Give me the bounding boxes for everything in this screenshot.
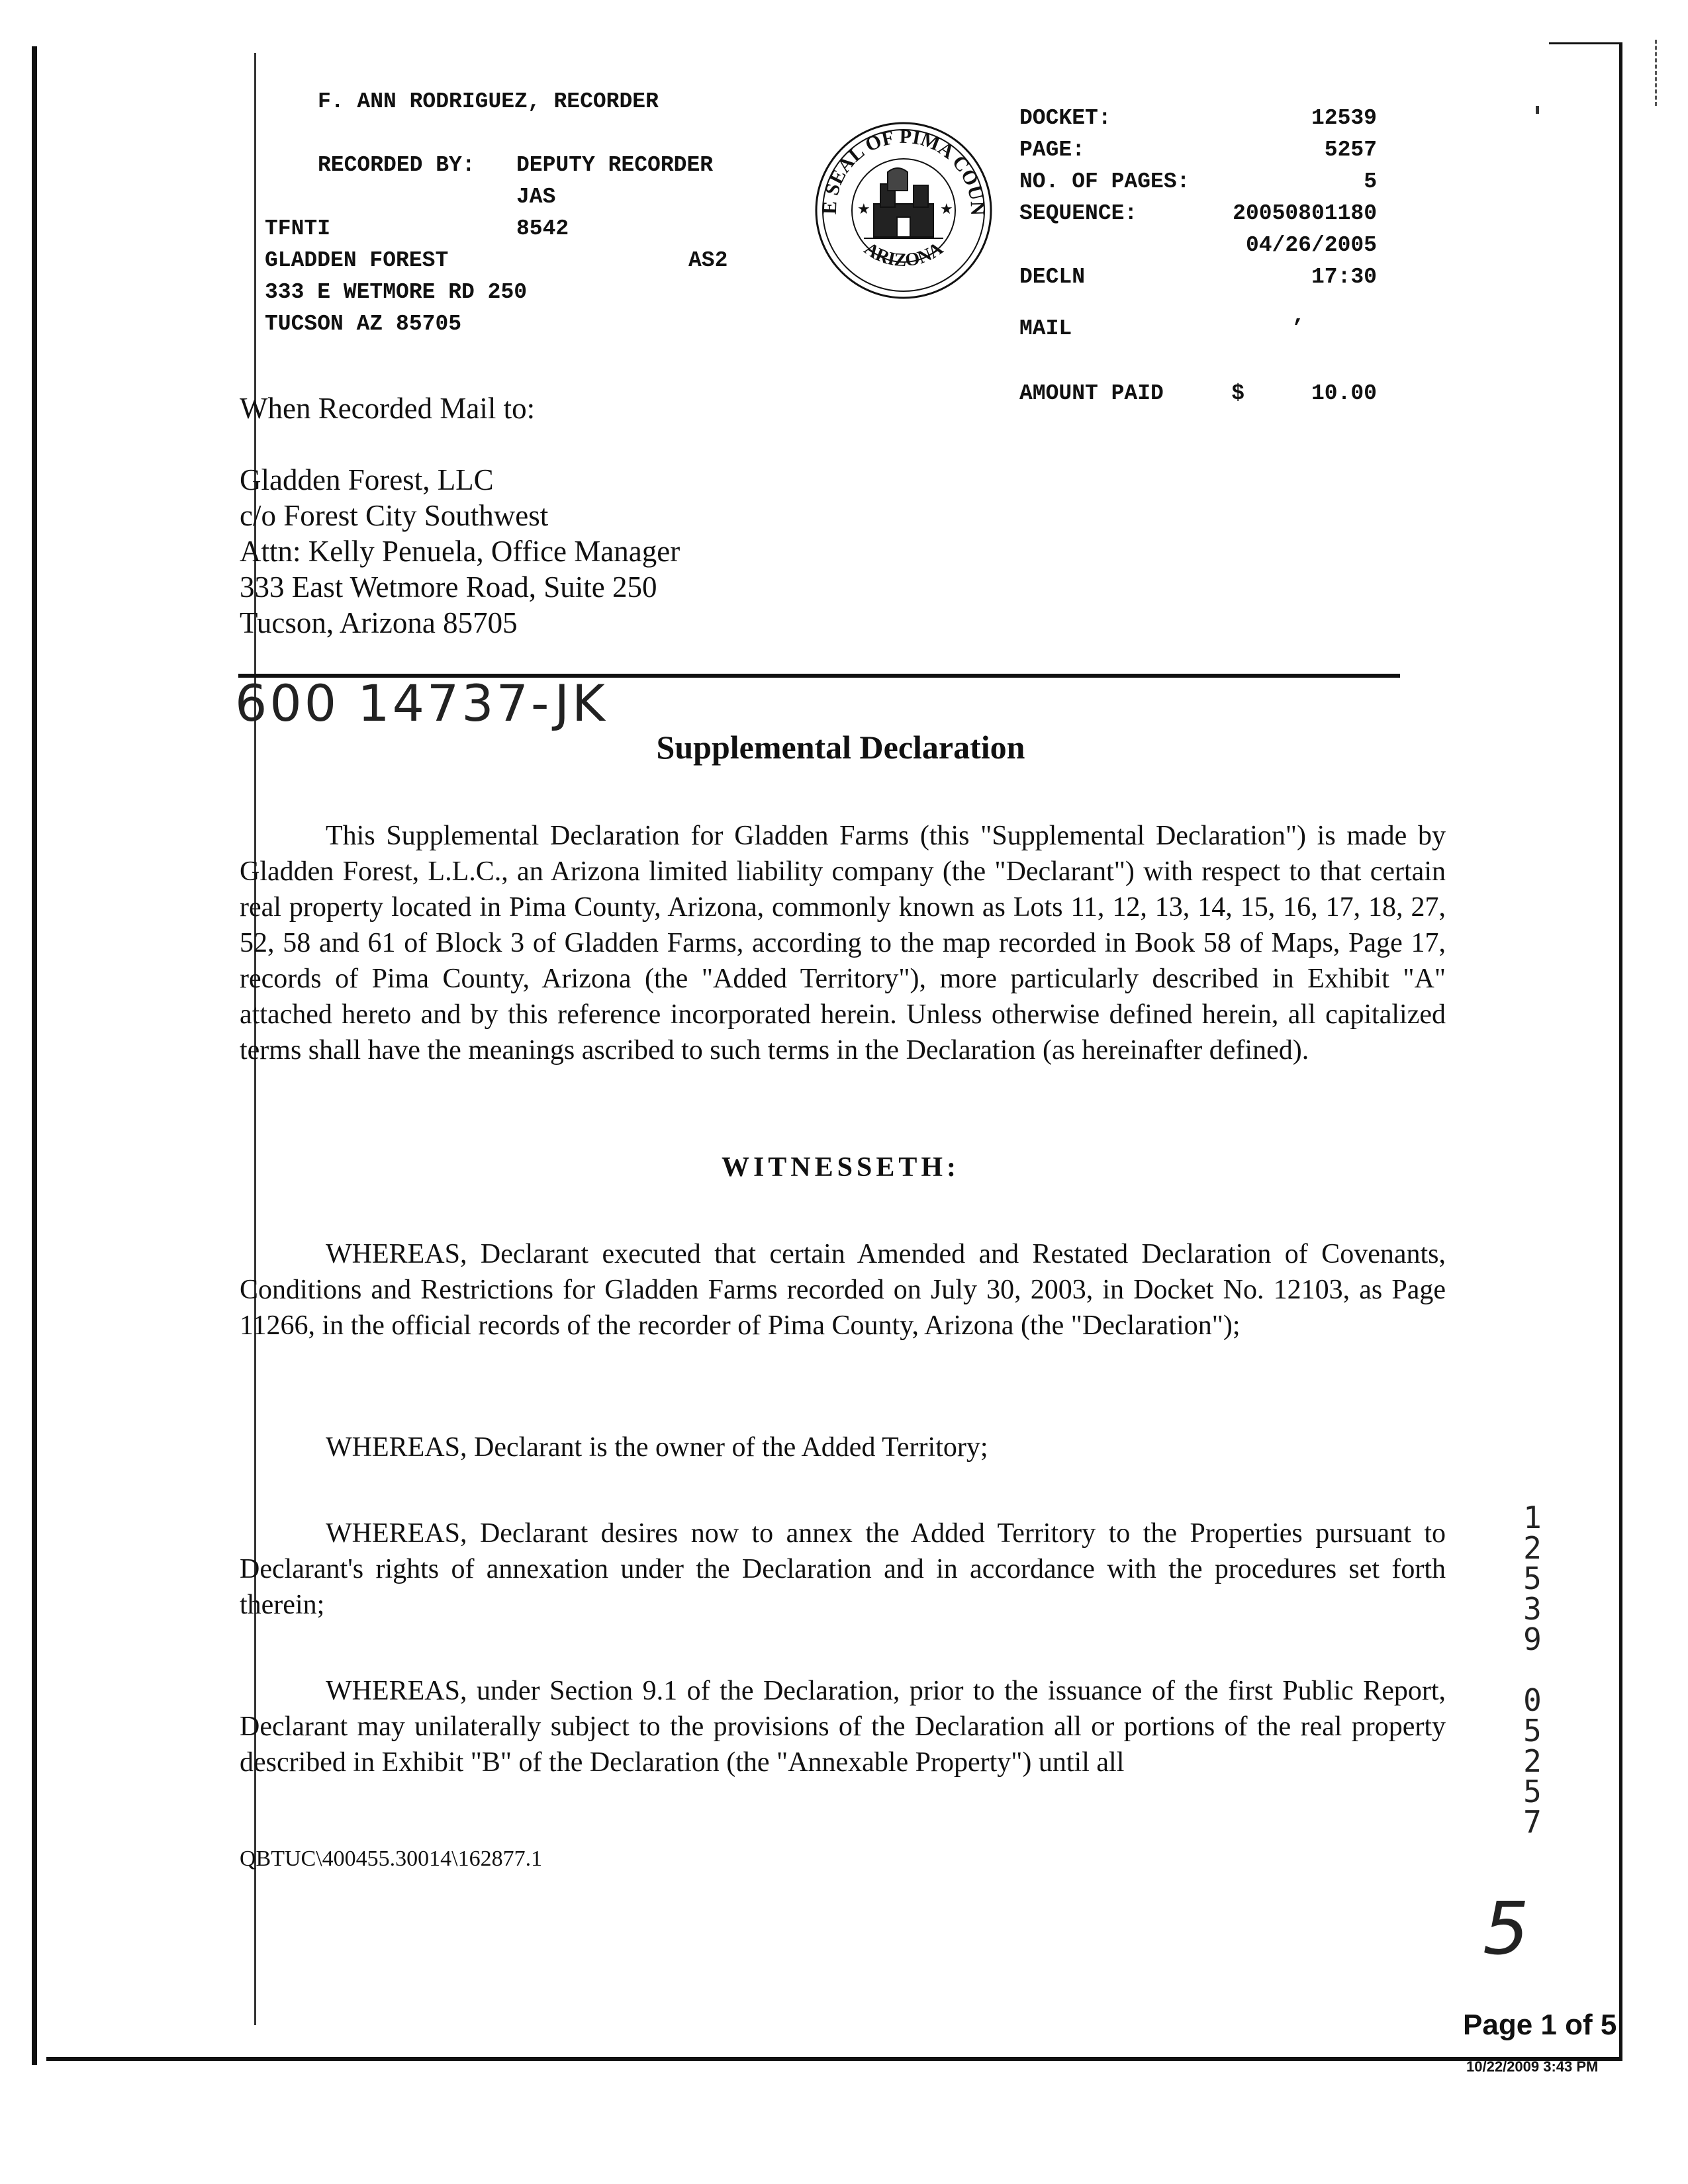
return-addr-line-2: GLADDEN FOREST — [265, 248, 449, 273]
page-number: Page 1 of 5 — [1463, 2009, 1617, 2041]
mail-to-block — [240, 390, 1034, 641]
svg-text:★: ★ — [940, 201, 953, 217]
side-docket-number: 1 2 5 3 9 0 5 2 5 7 — [1523, 1500, 1542, 1840]
amount-paid-label: AMOUNT PAID — [1019, 381, 1164, 406]
print-timestamp: 10/22/2009 3:43 PM — [1466, 2058, 1599, 2075]
sequence-value: 20050801180 — [1233, 201, 1377, 226]
whereas-clause-1 — [240, 1236, 1446, 1343]
recorded-date: 04/26/2005 — [1245, 233, 1377, 257]
deputy-recorder: DEPUTY RECORDER — [516, 153, 714, 177]
svg-text:ARIZONA: ARIZONA — [860, 238, 947, 271]
mail-to-heading: When Recorded Mail to: — [240, 392, 536, 425]
recorded-by-value: JAS — [516, 185, 556, 209]
right-border-top — [1549, 42, 1622, 44]
sequence-label: SEQUENCE: — [1019, 201, 1138, 226]
handwritten-page-count: 5 — [1483, 1886, 1532, 1971]
decln-label: DECLN — [1019, 265, 1086, 289]
whereas-clause-2 — [240, 1430, 1446, 1465]
witnesseth-heading: WITNESSETH: — [721, 1152, 961, 1183]
currency-symbol: $ — [1231, 381, 1244, 406]
right-border-bar — [1619, 42, 1622, 2061]
recorder-block — [265, 86, 781, 340]
mail-mark: ’ — [1291, 316, 1304, 341]
intro-text: This Supplemental Declaration for Gladden Farms (this "Supplemental Declaration") is made by Gladden Forest, L.L.C., an Arizona limited liability company (the "Declarant") with respect to that certain real property located in Pima County, Arizona, commonly known as Lots 11, 12, 13, 14, 15, 16, 17, 18, 27, 52, 58 and 61 of Block 3 of Gladden Farms, according to the map recorded in Book 58 of Maps, Page 17, records of Pima County, Arizona (the "Added Territory"), more particularly described in Exhibit "A" attached hereto and by this reference incorporated herein. Unless otherwise defined herein, all capitalized terms shall have the meanings ascribed to such terms in the Declaration (as hereinafter defined). — [240, 821, 1446, 1066]
docket-block — [1019, 103, 1377, 410]
handwritten-order-number: 600 14737-JK — [235, 674, 608, 733]
margin-dot — [1536, 106, 1539, 114]
return-addr-line-4: TUCSON AZ 85705 — [265, 312, 462, 336]
docket-value: 12539 — [1311, 106, 1377, 130]
seal-graphic — [811, 111, 996, 303]
pages-label: NO. OF PAGES: — [1019, 169, 1190, 194]
mail-to-line-4: 333 East Wetmore Road, Suite 250 — [240, 570, 657, 604]
page-value: 5257 — [1324, 138, 1377, 162]
mail-to-line-1: Gladden Forest, LLC — [240, 463, 494, 496]
svg-text:THE SEAL OF PIMA COUNTY: E SEAL OF PIMA COUN — [818, 125, 989, 216]
document-title: Supplemental Declaration — [656, 729, 1025, 766]
docket-label: DOCKET: — [1019, 106, 1111, 130]
recorded-by-label: RECORDED BY: — [318, 153, 475, 177]
amount-paid-value: 10.00 — [1311, 381, 1377, 406]
whereas-clause-3 — [240, 1516, 1446, 1623]
whereas-text-2: WHEREAS, Declarant is the owner of the Added Territory; — [326, 1432, 988, 1463]
recorded-time: 17:30 — [1311, 265, 1377, 289]
mail-to-line-3: Attn: Kelly Penuela, Office Manager — [240, 535, 680, 568]
footer-rule — [46, 2057, 1622, 2061]
mail-to-line-2: c/o Forest City Southwest — [240, 499, 549, 532]
whereas-text-4: WHEREAS, under Section 9.1 of the Declaration, prior to the issuance of the first Public Report, Declarant may unilaterally subject to the provisions of the Declaration all or portions of the real property described in Exhibit "B" of the Declaration (the "Annexable Property") until all — [240, 1676, 1446, 1778]
recorder-code-1: 8542 — [516, 216, 569, 241]
return-addr-line-1: TFNTI — [265, 216, 331, 241]
document-reference: QBTUC\400455.30014\162877.1 — [240, 1846, 543, 1871]
pima-county-seal — [811, 111, 996, 303]
mail-to-line-5: Tucson, Arizona 85705 — [240, 606, 518, 639]
whereas-text-3: WHEREAS, Declarant desires now to annex the Added Territory to the Properties pursuant to Declarant's rights of annexation under the Declaration and in accordance with the procedures set forth therein; — [240, 1518, 1446, 1620]
recorder-code-2: AS2 — [688, 248, 728, 273]
page-label: PAGE: — [1019, 138, 1086, 162]
whereas-text-1: WHEREAS, Declarant executed that certain Amended and Restated Declaration of Covenants, Conditions and Restrictions for Gladden Farms recorded on July 30, 2003, in Docket No. 12103, as Page 11266, in the official records of the recorder of Pima County, Arizona (the "Declaration"); — [240, 1239, 1446, 1341]
intro-paragraph — [240, 818, 1446, 1068]
recorder-name: F. ANN RODRIGUEZ, RECORDER — [318, 89, 659, 114]
left-border-bar — [32, 46, 37, 2065]
svg-text:★: ★ — [857, 201, 870, 217]
return-addr-line-3: 333 E WETMORE RD 250 — [265, 280, 528, 304]
pages-value: 5 — [1364, 169, 1377, 194]
margin-mark — [1655, 40, 1660, 106]
whereas-clause-4 — [240, 1673, 1446, 1780]
mail-label: MAIL — [1019, 316, 1072, 341]
